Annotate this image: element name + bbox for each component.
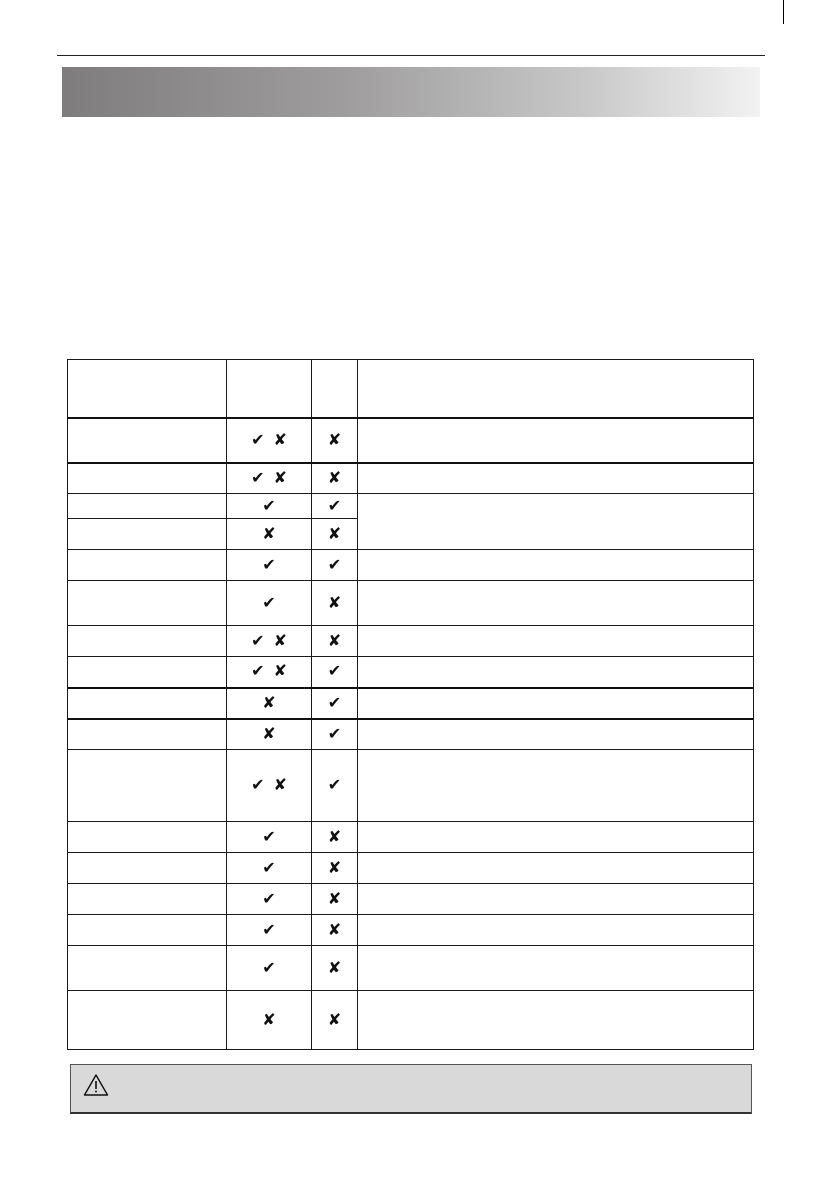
- feature-cell: [68, 626, 227, 657]
- mark-cell: [312, 657, 358, 688]
- cross-icon: ✘: [327, 630, 342, 650]
- feature-cell: [68, 657, 227, 688]
- cross-icon: ✘: [262, 1009, 276, 1029]
- check-icon: ✔: [251, 429, 265, 449]
- mark-cell: [312, 946, 358, 991]
- check-icon: ✔: [262, 919, 276, 939]
- mark-cell: [312, 581, 358, 626]
- description-cell: [358, 822, 754, 853]
- cross-icon: ✘: [262, 692, 276, 712]
- mark-cell: [227, 494, 312, 519]
- mark-cell: [312, 550, 358, 581]
- cross-icon: ✘: [273, 775, 287, 794]
- mark-cell: [227, 688, 312, 719]
- feature-cell: [68, 991, 227, 1050]
- feature-cell: [68, 688, 227, 719]
- feature-cell: [68, 581, 227, 626]
- table-row: [68, 581, 754, 626]
- table-row: [68, 494, 754, 519]
- caution-box: [70, 1064, 752, 1114]
- mark-cell: [312, 822, 358, 853]
- feature-cell: [68, 822, 227, 853]
- crop-mark: [783, 0, 784, 24]
- header-cell: [358, 360, 754, 418]
- table-row: [68, 688, 754, 719]
- feature-cell: [68, 915, 227, 946]
- check-icon: ✔: [251, 467, 265, 487]
- mark-cell: [227, 626, 312, 657]
- mark-cell: [312, 463, 358, 494]
- feature-cell: [68, 853, 227, 884]
- cross-icon: ✘: [273, 630, 287, 650]
- cross-icon: ✘: [273, 661, 287, 681]
- cross-icon: ✘: [327, 523, 342, 543]
- cross-icon: ✘: [327, 1009, 342, 1029]
- header-cell: [227, 360, 312, 418]
- table-row: [68, 418, 754, 463]
- table-row: [68, 463, 754, 494]
- check-icon: ✔: [327, 661, 342, 681]
- check-icon: ✔: [262, 495, 276, 515]
- cross-icon: ✘: [262, 723, 276, 743]
- description-cell: [358, 991, 754, 1050]
- cross-icon: ✘: [327, 592, 342, 612]
- cross-icon: ✘: [273, 429, 287, 449]
- header-cell: [68, 360, 227, 418]
- table-header-row: [68, 360, 754, 418]
- mark-cell: [227, 750, 312, 822]
- feature-cell: [68, 750, 227, 822]
- check-icon: ✔: [327, 775, 342, 794]
- table-row: [68, 884, 754, 915]
- description-cell: [358, 688, 754, 719]
- mark-cell: [312, 688, 358, 719]
- mark-cell: [312, 750, 358, 822]
- cross-icon: ✘: [327, 826, 342, 846]
- feature-cell: [68, 418, 227, 463]
- description-cell: [358, 946, 754, 991]
- description-cell: [358, 719, 754, 750]
- mark-cell: [227, 991, 312, 1050]
- description-cell: [358, 853, 754, 884]
- check-icon: ✔: [262, 826, 276, 846]
- cross-icon: ✘: [262, 523, 276, 543]
- mark-cell: [312, 884, 358, 915]
- mark-cell: [227, 581, 312, 626]
- cross-icon: ✘: [327, 888, 342, 908]
- check-icon: ✔: [251, 630, 265, 650]
- header-cell: [312, 360, 358, 418]
- check-icon: ✔: [251, 775, 265, 794]
- check-icon: ✔: [251, 661, 265, 681]
- table-row: [68, 853, 754, 884]
- cross-icon: ✘: [327, 957, 342, 977]
- mark-cell: [227, 822, 312, 853]
- feature-cell: [68, 519, 227, 550]
- check-icon: ✔: [327, 723, 342, 743]
- table-row: [68, 626, 754, 657]
- check-icon: ✔: [262, 957, 276, 977]
- feature-cell: [68, 494, 227, 519]
- feature-cell: [68, 946, 227, 991]
- description-cell: [358, 418, 754, 463]
- description-cell: [358, 750, 754, 822]
- cross-icon: ✘: [327, 467, 342, 487]
- mark-cell: [312, 519, 358, 550]
- mark-cell: [227, 915, 312, 946]
- check-icon: ✔: [262, 592, 276, 612]
- mark-cell: [227, 550, 312, 581]
- description-cell: [358, 915, 754, 946]
- check-icon: ✔: [327, 495, 342, 515]
- mark-cell: [312, 494, 358, 519]
- description-cell: [358, 657, 754, 688]
- section-banner: [62, 67, 760, 117]
- table-row: [68, 915, 754, 946]
- mark-cell: [312, 418, 358, 463]
- cross-icon: ✘: [273, 467, 287, 487]
- check-icon: ✔: [262, 888, 276, 908]
- cross-icon: ✘: [327, 919, 342, 939]
- compatibility-table: [67, 359, 754, 1050]
- warning-triangle-icon: [83, 1073, 109, 1097]
- mark-cell: [312, 915, 358, 946]
- table-row: [68, 750, 754, 822]
- description-cell: [358, 550, 754, 581]
- check-icon: ✔: [327, 554, 342, 574]
- check-icon: ✔: [327, 692, 342, 712]
- mark-cell: [227, 418, 312, 463]
- feature-cell: [68, 463, 227, 494]
- table-row: [68, 719, 754, 750]
- feature-cell: [68, 884, 227, 915]
- mark-cell: [227, 657, 312, 688]
- mark-cell: [227, 719, 312, 750]
- cross-icon: ✘: [327, 857, 342, 877]
- mark-cell: [227, 463, 312, 494]
- mark-cell: [227, 519, 312, 550]
- table-row: [68, 550, 754, 581]
- feature-cell: [68, 719, 227, 750]
- mark-cell: [312, 991, 358, 1050]
- header-rule: [57, 55, 765, 56]
- feature-cell: [68, 550, 227, 581]
- description-cell: [358, 626, 754, 657]
- table-row: [68, 991, 754, 1050]
- table-row: [68, 822, 754, 853]
- mark-cell: [312, 626, 358, 657]
- description-cell: [358, 463, 754, 494]
- mark-cell: [227, 884, 312, 915]
- description-cell: [358, 494, 754, 550]
- cross-icon: ✘: [327, 429, 342, 449]
- table-row: [68, 657, 754, 688]
- check-icon: ✔: [262, 554, 276, 574]
- description-cell: [358, 884, 754, 915]
- mark-cell: [227, 853, 312, 884]
- mark-cell: [312, 853, 358, 884]
- mark-cell: [227, 946, 312, 991]
- table-row: [68, 946, 754, 991]
- mark-cell: [312, 719, 358, 750]
- check-icon: ✔: [262, 857, 276, 877]
- description-cell: [358, 581, 754, 626]
